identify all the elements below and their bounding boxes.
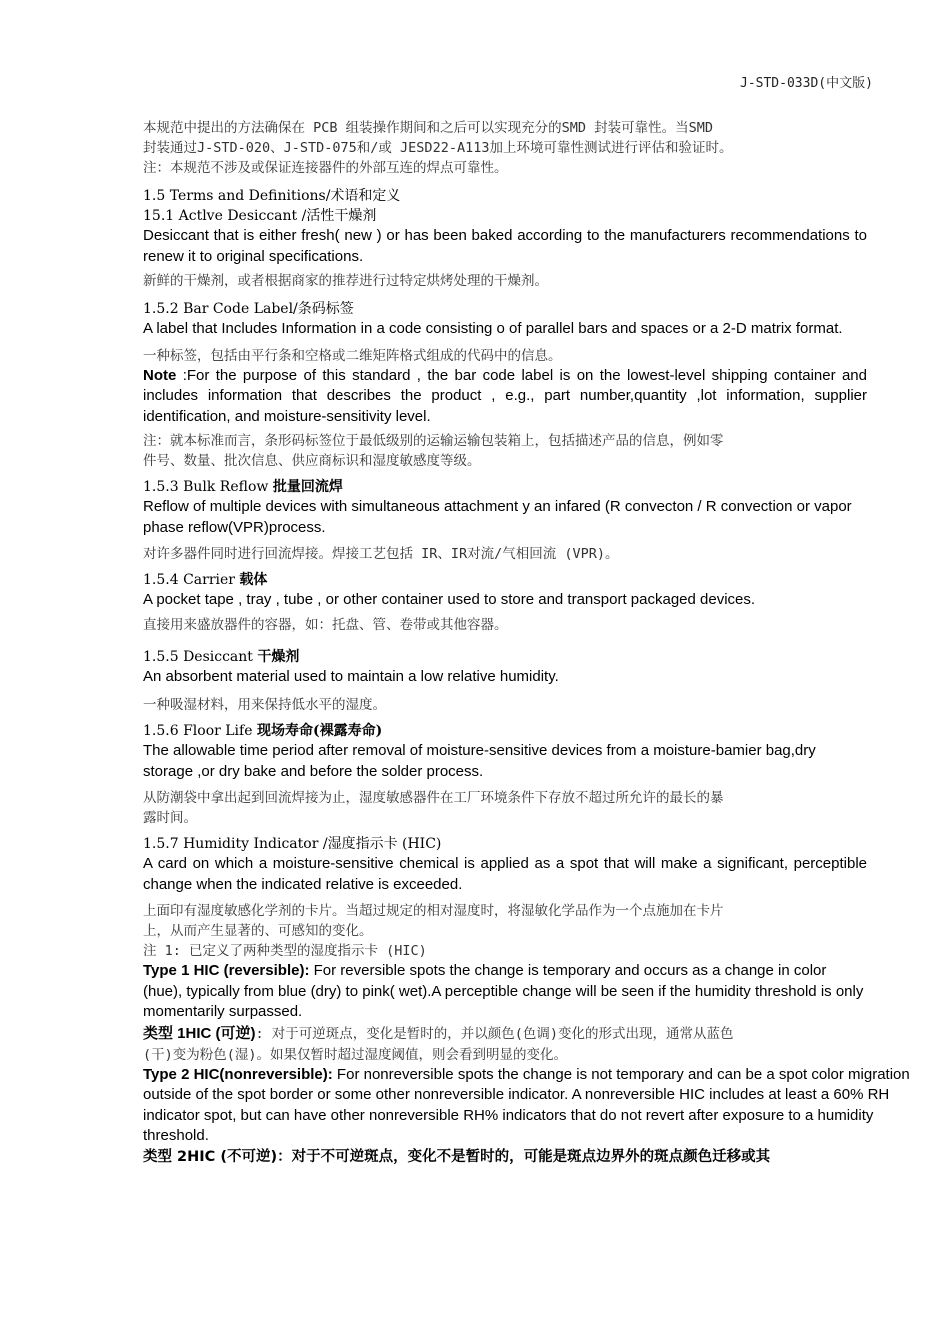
section-1-5-5-heading xyxy=(143,647,867,667)
section-1-5-2-note-chinese-2: 件号、数量、批次信息、供应商标识和湿度敏感度等级。 xyxy=(143,453,481,469)
section-1-5-5-chinese: 一种吸湿材料，用来保持低水平的湿度。 xyxy=(143,697,386,713)
type-1-cn-text: : 对于可逆斑点，变化是暂时的，并以颜色(色调)变化的形式出现，通常从蓝色 xyxy=(255,1025,734,1042)
document-id-header: J-STD-033D(中文版) xyxy=(740,76,873,91)
section-1-5-5-heading-en: 1.5.5 Desiccant xyxy=(143,648,258,665)
section-1-5-5-heading-cn: 干燥剂 xyxy=(257,648,300,665)
section-1-5-3-chinese: 对许多器件同时进行回流焊接。焊接工艺包括 IR、IR对流/气相回流 (VPR)。 xyxy=(143,546,619,562)
section-1-5-4-english: A pocket tape , tray , tube , or other container used to store and transport packaged devices. xyxy=(143,591,756,608)
section-1-5-7-english: A card on which a moisture-sensitive chemical is applied as a spot that will make a significant, perceptible change when the indicated relative is exceeded. xyxy=(143,855,867,893)
type-2-label: Type 2 HIC(nonreversible): xyxy=(143,1065,333,1083)
intro-line-1: 本规范中提出的方法确保在 PCB 组装操作期间和之后可以实现充分的SMD 封装可靠性。当SMD xyxy=(143,120,714,136)
document-body xyxy=(143,118,910,1168)
type-2-hic-chinese: 类型 2HIC (不可逆)：对于不可逆斑点，变化不是暂时的，可能是斑点边界外的斑点颜色迁移或其 xyxy=(143,1148,771,1165)
section-1-5-6-english: The allowable time period after removal of moisture-sensitive devices from a moisture-bamier bag,dry storage ,or dry bake and before the solder process. xyxy=(143,742,816,780)
section-1-5-heading: 1.5 Terms and Definitions/术语和定义 xyxy=(143,188,401,204)
section-1-5-2-heading: 1.5.2 Bar Code Label/条码标签 xyxy=(143,301,354,317)
section-1-5-1-chinese: 新鲜的干燥剂，或者根据商家的推荐进行过特定烘烤处理的干燥剂。 xyxy=(143,273,548,289)
type-1-hic-chinese-2: (干)变为粉色(湿)。如果仅暂时超过湿度阈值，则会看到明显的变化。 xyxy=(143,1046,568,1063)
intro-note: 注：本规范不涉及或保证连接器件的外部互连的焊点可靠性。 xyxy=(143,160,508,176)
section-1-5-2-chinese: 一种标签，包括由平行条和空格或二维矩阵格式组成的代码中的信息。 xyxy=(143,347,562,364)
section-1-5-4-heading xyxy=(143,570,867,590)
section-1-5-6-heading-en: 1.5.6 Floor Life xyxy=(143,723,257,739)
section-1-5-3-english: Reflow of multiple devices with simultaneous attachment y an infared (R convecton / R convection or vapor phase reflow(VPR)process. xyxy=(143,498,852,536)
section-1-5-1-heading: 15.1 Actlve Desiccant /活性干燥剂 xyxy=(143,208,377,224)
section-1-5-6-chinese-1: 从防潮袋中拿出起到回流焊接为止，湿度敏感器件在工厂环境条件下存放不超过所允许的最长的暴 xyxy=(143,790,724,806)
type-1-text: For reversible spots the change is temporary and occurs as a change in color (hue), typically from blue (dry) to pink( wet).A perceptible change will be seen if the humidity threshold is only momentarily surpassed. xyxy=(143,962,864,1020)
type-1-hic-english xyxy=(143,961,867,1023)
section-1-5-4-heading-en: 1.5.4 Carrier xyxy=(143,572,240,588)
section-1-5-7-note-1: 注 1: 已定义了两种类型的湿度指示卡 (HIC) xyxy=(143,943,427,959)
section-1-5-7-chinese-2: 上，从而产生显著的、可感知的变化。 xyxy=(143,923,373,939)
section-1-5-4-chinese: 直接用来盛放器件的容器，如：托盘、管、卷带或其他容器。 xyxy=(143,616,508,633)
section-1-5-2-note xyxy=(143,366,867,428)
section-1-5-5-english: An absorbent material used to maintain a low relative humidity. xyxy=(143,667,559,685)
type-1-hic-chinese-1 xyxy=(143,1023,867,1045)
section-1-5-7-chinese-1: 上面印有湿度敏感化学剂的卡片。当超过规定的相对湿度时，将湿敏化学品作为一个点施加在卡片 xyxy=(143,903,724,919)
type-2-hic-english xyxy=(143,1065,933,1147)
section-1-5-3-heading-cn: 批量回流焊 xyxy=(272,479,343,495)
section-1-5-2-note-chinese-1: 注：就本标准而言，条形码标签位于最低级别的运输运输包装箱上，包括描述产品的信息，例如零 xyxy=(143,433,724,449)
type-1-cn-label: 类型 1HIC (可逆) xyxy=(143,1024,256,1042)
section-1-5-4-heading-cn: 载体 xyxy=(239,572,268,588)
section-1-5-6-heading xyxy=(143,721,867,741)
note-label: Note xyxy=(143,366,177,384)
section-1-5-2-english: A label that Includes Information in a code consisting o of parallel bars and spaces or a 2-D matrix format. xyxy=(143,320,843,337)
note-text: :For the purpose of this standard , the bar code label is on the lowest-level shipping container and includes information that describes the product , e.g., part number,quantity ,lot information, supplier identification, and moisture-sensitivity level. xyxy=(143,366,867,425)
section-1-5-3-heading xyxy=(143,477,867,497)
type-2-text: For nonreversible spots the change is not temporary and can be a spot color migration outside of the spot border or some other nonreversible indicator. A nonreversible HIC includes at least a 60% RH indicator spot, but can have other nonreversible RH% indicators that do not revert after exposure to a humidity threshold. xyxy=(143,1065,910,1144)
section-1-5-1-english: Desiccant that is either fresh( new ) or has been baked according to the manufacturers recommendations to renew it to original specifications. xyxy=(143,227,867,265)
type-1-label: Type 1 HIC (reversible): xyxy=(143,962,310,979)
section-1-5-6-heading-cn: 现场寿命(裸露寿命) xyxy=(256,723,383,739)
section-1-5-7-heading: 1.5.7 Humidity Indicator /湿度指示卡 (HIC) xyxy=(143,836,442,852)
intro-line-2: 封装通过J-STD-020、J-STD-075和/或 JESD22-A113加上环境可靠性测试进行评估和验证时。 xyxy=(143,140,733,156)
section-1-5-6-chinese-2: 露时间。 xyxy=(143,810,197,826)
section-1-5-3-heading-en: 1.5.3 Bulk Reflow xyxy=(143,479,273,495)
